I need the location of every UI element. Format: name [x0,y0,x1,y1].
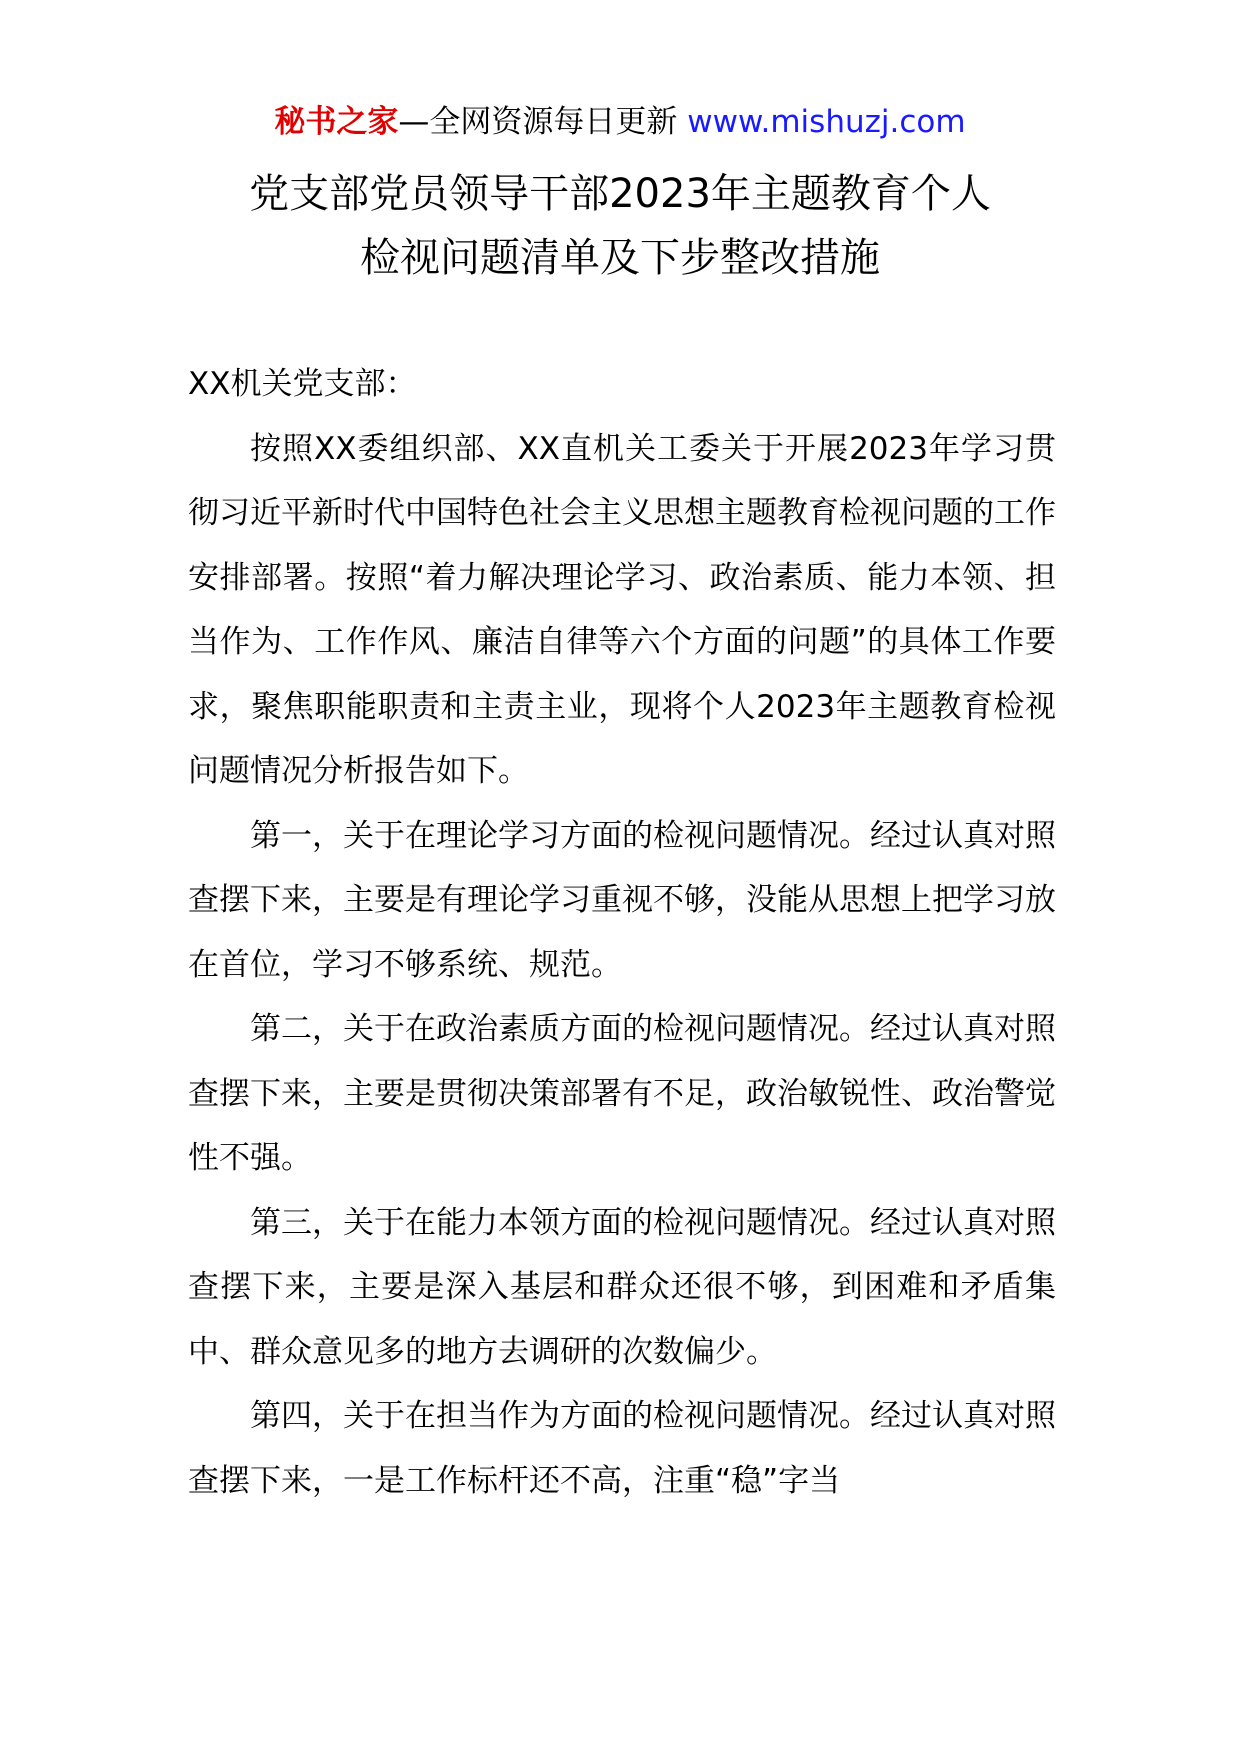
title-line-2: 检视问题清单及下步整改措施 [360,235,880,281]
document-body [188,352,1056,1513]
title-line-1: 党支部党员领导干部2023年主题教育个人 [249,171,991,217]
paragraph-theory-study: 第一，关于在理论学习方面的检视问题情况。经过认真对照查摆下来，主要是有理论学习重视不够，没能从思想上把学习放在首位，学习不够系统、规范。 [188,817,1056,983]
paragraph-responsibility: 第四，关于在担当作为方面的检视问题情况。经过认真对照查摆下来，一是工作标杆还不高，注重“稳”字当 [188,1398,1056,1499]
header-tagline: —全网资源每日更新 [398,104,678,140]
salutation: XX机关党支部： [188,366,417,402]
paragraph-political-quality: 第二，关于在政治素质方面的检视问题情况。经过认真对照查摆下来，主要是贯彻决策部署有不足，政治敏锐性、政治警觉性不强。 [188,1011,1056,1176]
site-url-link[interactable]: www.mishuzj.com [687,104,966,140]
header-banner [0,100,1240,144]
paragraph-ability: 第三，关于在能力本领方面的检视问题情况。经过认真对照查摆下来，主要是深入基层和群众还很不够，到困难和矛盾集中、群众意见多的地方去调研的次数偏少。 [188,1204,1056,1370]
document-title [120,162,1120,290]
paragraph-intro: 按照XX委组织部、XX直机关工委关于开展2023年学习贯彻习近平新时代中国特色社会主义思想主题教育检视问题的工作安排部署。按照“着力解决理论学习、政治素质、能力本领、担当作为、工作作风、廉洁自律等六个方面的问题”的具体工作要求，聚焦职能职责和主责主业，现将个人2023年主题教育检视问题情况分析报告如下。 [188,430,1056,789]
brand-name: 秘书之家 [274,104,399,140]
